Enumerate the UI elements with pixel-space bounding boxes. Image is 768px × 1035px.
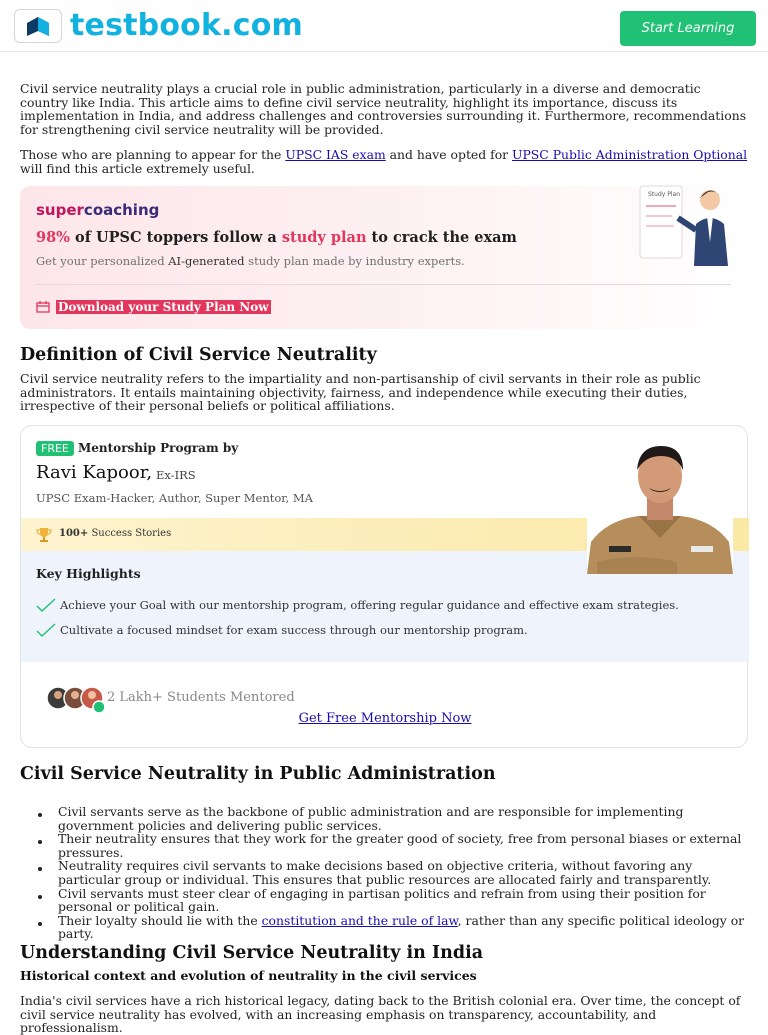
headline-text: to crack the exam xyxy=(366,229,517,246)
bullet-dot xyxy=(38,840,42,844)
success-count: 100+ xyxy=(59,528,89,539)
list-item-text: , rather than any specific political ideology or party. xyxy=(58,912,745,942)
students-mentored: 2 Lakh+ Students Mentored xyxy=(107,690,295,705)
historical-paragraph: India's civil services have a rich historical legacy, dating back to the British colonial era. Over time, the concept of civil service neutrality has evolved, with an increasing emphasis on transparency, accountability, and professionalism. xyxy=(20,993,741,1035)
free-badge: FREE xyxy=(36,441,74,456)
testbook-logo-icon xyxy=(14,9,62,43)
understanding-heading: Understanding Civil Service Neutrality in India xyxy=(20,943,484,963)
logo-text: testbook.com xyxy=(70,8,303,43)
list-item-text: Neutrality requires civil servants to make decisions based on objective criteria, without favoring any particular group or individual. This ensures that public resources are allocated fairly and transparently. xyxy=(58,858,712,887)
key-highlights-title: Key Highlights xyxy=(36,566,141,581)
highlight-text: Cultivate a focused mindset for exam success through our mentorship program. xyxy=(60,623,528,637)
public-admin-optional-link[interactable]: UPSC Public Administration Optional xyxy=(512,147,748,162)
highlight-text: Achieve your Goal with our mentorship program, offering regular guidance and effective exam strategies. xyxy=(60,598,679,612)
supercoaching-headline xyxy=(36,229,517,246)
supercoaching-subtext xyxy=(36,254,465,268)
list-item xyxy=(38,859,748,886)
divider xyxy=(36,284,731,285)
definition-paragraph: Civil service neutrality refers to the impartiality and non-partisanship of civil servants in their role as public administrators. It entails maintaining objectivity, fairness, and independence while executing their duties, irrespective of their personal beliefs or political affiliations. xyxy=(20,371,701,413)
logo-part: super xyxy=(36,201,84,219)
public-admin-heading: Civil Service Neutrality in Public Administration xyxy=(20,764,496,784)
illustration-label: Study Plan xyxy=(648,191,680,198)
study-plan-illustration xyxy=(638,182,738,266)
logo-part: coaching xyxy=(83,201,160,219)
highlight-item xyxy=(36,598,679,612)
check-icon xyxy=(36,598,56,612)
mentorship-card xyxy=(20,425,748,748)
list-item-text: Their neutrality ensures that they work for the greater good of society, free from personal biases or external pressures. xyxy=(58,831,742,860)
list-item xyxy=(38,914,748,941)
constitution-rule-of-law-link[interactable]: constitution and the rule of law xyxy=(261,912,458,928)
testbook-logo[interactable] xyxy=(14,9,303,43)
start-learning-button[interactable]: Start Learning xyxy=(620,11,756,46)
sub-bold: AI-generated xyxy=(168,254,245,268)
intro-text: Those who are planning to appear for the xyxy=(20,147,286,162)
check-icon xyxy=(36,623,56,637)
site-header xyxy=(0,0,768,52)
download-study-plan-link[interactable] xyxy=(36,300,271,314)
calendar-icon xyxy=(36,301,50,313)
supercoaching-card xyxy=(20,186,748,329)
get-free-mentorship-link[interactable]: Get Free Mentorship Now xyxy=(298,711,472,726)
intro-paragraph: Civil service neutrality plays a crucial role in public administration, particularly in a diverse and democratic country like India. This article aims to define civil service neutrality, highlight its importance, discuss its implementation in India, and address challenges and controversies surrounding it. Furthermore, recommendations for strengthening civil service neutrality will be provided. xyxy=(20,81,747,137)
highlight-item xyxy=(36,623,528,637)
intro-text: will find this article extremely useful. xyxy=(20,160,255,176)
bullet-dot xyxy=(38,867,42,871)
neutrality-bullet-list xyxy=(38,805,748,941)
list-item xyxy=(38,887,748,914)
supercoaching-logo xyxy=(36,201,159,219)
intro-paragraph-2 xyxy=(20,148,748,175)
list-item-text: Civil servants serve as the backbone of public administration and are responsible for implementing government policies and delivering public services. xyxy=(58,804,684,833)
bullet-dot xyxy=(38,895,42,899)
mentorship-program-label: Mentorship Program by xyxy=(78,441,239,455)
definition-heading: Definition of Civil Service Neutrality xyxy=(20,345,377,365)
list-item xyxy=(38,832,748,859)
list-item xyxy=(38,805,748,832)
trophy-icon xyxy=(36,527,52,543)
success-label: Success Stories xyxy=(88,528,172,539)
sub-text: study plan made by industry experts. xyxy=(244,254,465,268)
upsc-ias-exam-link[interactable]: UPSC IAS exam xyxy=(285,147,386,162)
headline-percent: 98% xyxy=(36,229,70,246)
historical-context-subheading: Historical context and evolution of neutrality in the civil services xyxy=(20,968,477,983)
bullet-dot xyxy=(38,922,42,926)
headline-text: of UPSC toppers follow a xyxy=(69,229,282,246)
list-item-text: Civil servants must steer clear of engaging in partisan politics and refrain from using their position for personal or political gain. xyxy=(58,885,706,915)
mentor-title: Ex-IRS xyxy=(156,468,196,482)
list-item-text: Their loyalty should lie with the xyxy=(58,912,262,928)
success-stories-text xyxy=(59,528,171,539)
sub-text: Get your personalized xyxy=(36,254,169,268)
bullet-dot xyxy=(38,813,42,817)
intro-text: and have opted for xyxy=(385,147,513,162)
download-label: Download your Study Plan Now xyxy=(58,300,269,314)
headline-highlight: study plan xyxy=(281,229,367,246)
mentor-photo xyxy=(587,434,733,574)
mentor-description: UPSC Exam-Hacker, Author, Super Mentor, MA xyxy=(36,491,313,505)
mentor-name: Ravi Kapoor, xyxy=(36,462,153,483)
mentorship-cta xyxy=(21,711,749,726)
